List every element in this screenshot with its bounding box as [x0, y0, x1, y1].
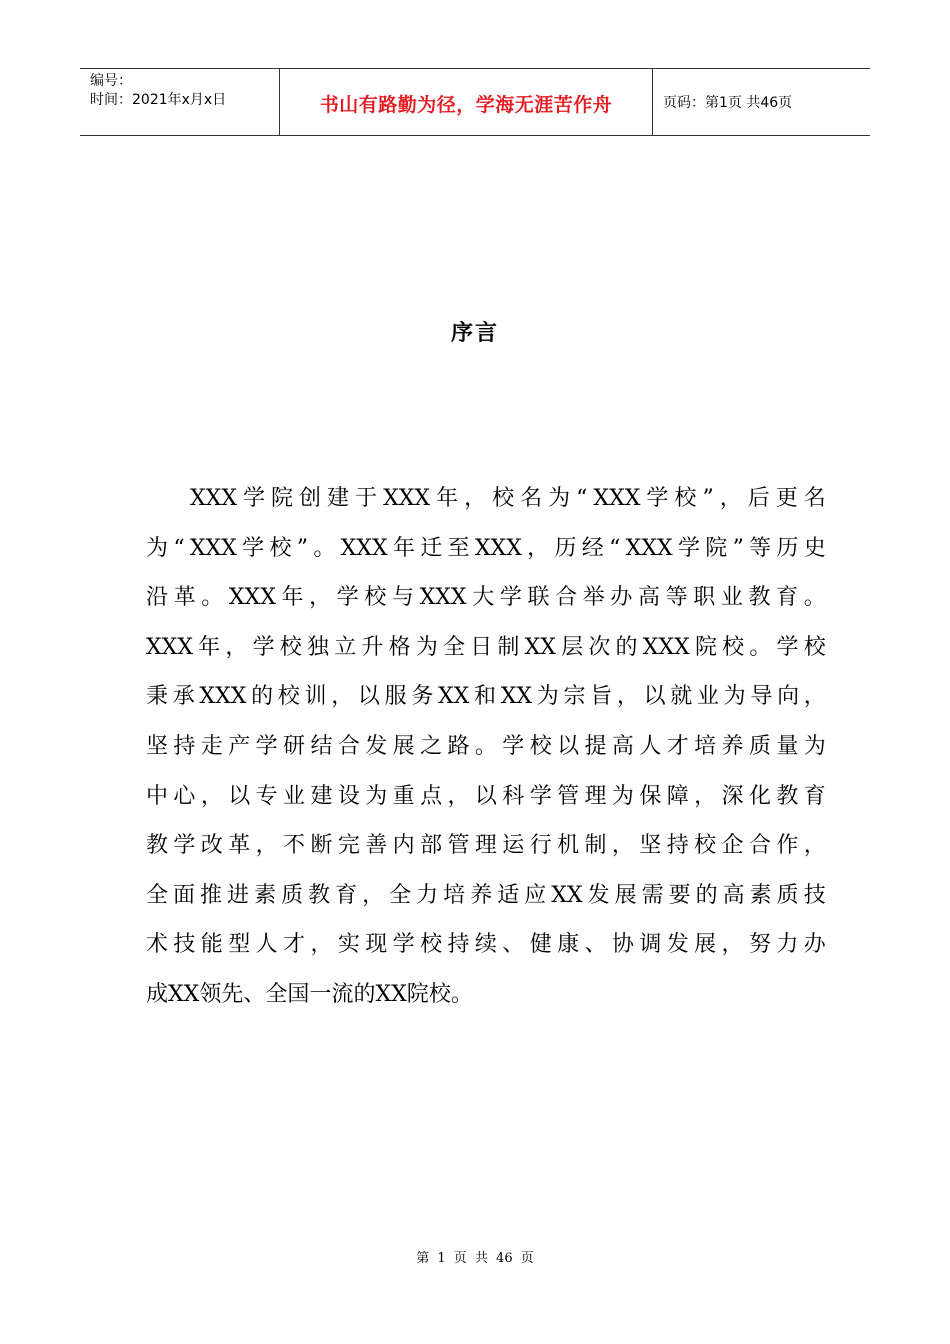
paragraph-glyph: XXX [189, 535, 237, 561]
paragraph-glyph: 立 [334, 634, 357, 660]
paragraph-glyph: 经 [581, 535, 604, 561]
paragraph-glyph: 院 [705, 535, 728, 561]
paragraph-glyph: 管 [447, 833, 470, 859]
paragraph-glyph: 承 [172, 684, 195, 710]
paragraph-glyph: 高 [722, 882, 745, 908]
paragraph-glyph: 障 [666, 783, 689, 809]
paragraph-glyph: 机 [557, 833, 580, 859]
paragraph-glyph: 养 [470, 882, 493, 908]
paragraph-glyph: 史 [803, 535, 826, 561]
paragraph-glyph: ， [611, 833, 634, 859]
paragraph-glyph: 至 [447, 535, 470, 561]
paragraph-glyph: XXX [383, 486, 431, 511]
paragraph-glyph: 产 [228, 733, 251, 759]
paragraph-glyph: ， [464, 486, 487, 511]
paragraph-glyph: ， [331, 684, 354, 710]
paragraph-glyph: 高 [637, 585, 660, 611]
paragraph-glyph: 沿 [146, 585, 169, 611]
paragraph-glyph: 完 [337, 833, 360, 859]
paragraph-glyph: 校 [529, 733, 552, 759]
paragraph-glyph: 培 [443, 882, 466, 908]
paragraph-glyph: “ [576, 486, 588, 511]
header-motto: 书山有路勤为径，学海无涯苦作舟 [319, 93, 613, 116]
paragraph-glyph: 一 [309, 981, 332, 1007]
paragraph-glyph: 全 [443, 634, 466, 660]
paragraph-glyph: 务 [411, 684, 434, 710]
paragraph-glyph: “ [609, 535, 621, 561]
paragraph-glyph: XXX [642, 634, 690, 660]
paragraph-glyph: 年 [436, 486, 459, 511]
paragraph-glyph: 型 [228, 932, 251, 958]
paragraph-glyph: 保 [639, 783, 662, 809]
paragraph-glyph: XXX [593, 486, 641, 511]
paragraph-glyph: 和 [474, 684, 497, 710]
paragraph-glyph: 校 [420, 932, 443, 958]
paragraph-glyph: 行 [529, 833, 552, 859]
preface-paragraph [146, 478, 826, 1024]
paragraph-glyph: 校 [694, 833, 717, 859]
paragraph-glyph: 设 [337, 783, 360, 809]
paragraph-glyph: 素 [749, 882, 772, 908]
paragraph-glyph: 。 [313, 535, 336, 561]
paragraph-glyph: 学 [336, 585, 359, 611]
paragraph-glyph: 联 [527, 585, 550, 611]
paragraph-glyph: XX [438, 684, 470, 710]
paragraph-glyph: 运 [502, 833, 525, 859]
paragraph-glyph: ， [803, 684, 826, 710]
paragraph-glyph: ， [255, 833, 278, 859]
paragraph-glyph: 善 [365, 833, 388, 859]
paragraph-glyph: 校 [277, 684, 300, 710]
paragraph-glyph: 以 [357, 684, 380, 710]
paragraph-glyph: 学 [677, 535, 700, 561]
paragraph-glyph: 质 [776, 882, 799, 908]
paragraph-glyph: 才 [666, 733, 689, 759]
paragraph-glyph: 办 [803, 932, 826, 958]
paragraph-glyph: 升 [361, 634, 384, 660]
paragraph-glyph: 宗 [563, 684, 586, 710]
paragraph-glyph: 展 [392, 733, 415, 759]
paragraph-glyph: 人 [639, 733, 662, 759]
paragraph-glyph: ， [225, 634, 248, 660]
paragraph-glyph: 业 [720, 585, 743, 611]
paragraph-glyph: 理 [474, 833, 497, 859]
paragraph-glyph: 迁 [420, 535, 443, 561]
paragraph-glyph: 校 [722, 634, 745, 660]
paragraph-glyph: ， [721, 932, 744, 958]
paragraph-glyph: 持 [447, 932, 470, 958]
paragraph-glyph: 建 [310, 783, 333, 809]
paragraph-glyph: 学 [243, 486, 266, 511]
paragraph-glyph: 业 [283, 783, 306, 809]
paragraph-glyph: 力 [416, 882, 439, 908]
paragraph-line [146, 924, 826, 974]
paragraph-glyph: 为 [548, 486, 571, 511]
paragraph-glyph: ” [296, 535, 309, 561]
paragraph-glyph: 化 [748, 783, 771, 809]
paragraph-glyph: 名 [520, 486, 543, 511]
paragraph-glyph: 培 [694, 733, 717, 759]
paragraph-glyph: 质 [748, 733, 771, 759]
paragraph-glyph: 推 [200, 882, 223, 908]
paragraph-glyph: 为 [723, 684, 746, 710]
paragraph-glyph: 日 [470, 634, 493, 660]
paragraph-glyph: 后 [747, 486, 770, 511]
paragraph-glyph: 结 [310, 733, 333, 759]
paragraph-glyph: XX [168, 981, 200, 1007]
paragraph-glyph: 术 [146, 932, 169, 958]
paragraph-glyph: ， [527, 535, 550, 561]
paragraph-glyph: 职 [693, 585, 716, 611]
paragraph-glyph: 举 [582, 585, 605, 611]
paragraph-glyph: 以 [557, 733, 580, 759]
paragraph-glyph: 坚 [639, 833, 662, 859]
paragraph-glyph: 学 [242, 535, 265, 561]
paragraph-glyph: ， [309, 585, 332, 611]
paragraph-glyph: 独 [307, 634, 330, 660]
paragraph-glyph: 研 [283, 733, 306, 759]
paragraph-glyph: 科 [502, 783, 525, 809]
paragraph-line [146, 726, 826, 776]
paragraph-glyph: 校 [279, 634, 302, 660]
paragraph-glyph: 、 [584, 932, 607, 958]
paragraph-line [146, 528, 826, 578]
paragraph-glyph: 流 [331, 981, 354, 1007]
paragraph-glyph: 质 [281, 882, 304, 908]
paragraph-glyph: 面 [173, 882, 196, 908]
paragraph-glyph: 需 [641, 882, 664, 908]
paragraph-glyph: 、 [243, 981, 266, 1007]
paragraph-glyph: 建 [327, 486, 350, 511]
paragraph-glyph: 层 [561, 634, 584, 660]
paragraph-glyph: 康 [557, 932, 580, 958]
paragraph-glyph: 合 [555, 585, 578, 611]
paragraph-glyph: 年 [198, 634, 221, 660]
paragraph-glyph: 年 [281, 585, 304, 611]
paragraph-glyph: 专 [255, 783, 278, 809]
paragraph-glyph: 走 [200, 733, 223, 759]
paragraph-glyph: 持 [173, 733, 196, 759]
paragraph-glyph: 校 [803, 634, 826, 660]
paragraph-glyph: 管 [557, 783, 580, 809]
paragraph-glyph: 为 [365, 783, 388, 809]
paragraph-glyph: 学 [646, 486, 669, 511]
paragraph-glyph: 以 [474, 783, 497, 809]
paragraph-glyph: 的 [353, 981, 376, 1007]
paragraph-glyph: 为 [611, 783, 634, 809]
paragraph-glyph: XXX [625, 535, 673, 561]
paragraph-glyph: 成 [146, 981, 169, 1007]
paragraph-glyph: 要 [668, 882, 691, 908]
paragraph-glyph: 就 [670, 684, 693, 710]
paragraph-glyph: “ [173, 535, 185, 561]
paragraph-glyph: 导 [750, 684, 773, 710]
paragraph-glyph: 实 [337, 932, 360, 958]
paragraph-glyph: ， [310, 932, 333, 958]
paragraph-glyph: 提 [584, 733, 607, 759]
paragraph-glyph: XX [524, 634, 556, 660]
document-time-label: 时间：2021年x月x日 [90, 92, 227, 108]
header-meta-cell [80, 69, 280, 135]
paragraph-glyph: 作 [776, 833, 799, 859]
paragraph-glyph: 等 [665, 585, 688, 611]
paragraph-glyph: 历 [554, 535, 577, 561]
paragraph-glyph: 内 [392, 833, 415, 859]
paragraph-glyph: 企 [721, 833, 744, 859]
paragraph-glyph: 的 [615, 634, 638, 660]
paragraph-glyph: 应 [524, 882, 547, 908]
paragraph-glyph: 育 [776, 585, 799, 611]
paragraph-glyph: XXX [474, 535, 522, 561]
paragraph-glyph: XX [500, 684, 533, 710]
paragraph-line [146, 577, 826, 627]
paragraph-glyph: 量 [776, 733, 799, 759]
paragraph-glyph: 素 [254, 882, 277, 908]
document-header-table [80, 68, 870, 136]
paragraph-glyph: 格 [388, 634, 411, 660]
paragraph-glyph: 校 [674, 486, 697, 511]
paragraph-glyph: XXX [340, 535, 388, 561]
paragraph-glyph: 。 [803, 585, 826, 611]
paragraph-glyph: XXX [190, 486, 237, 511]
paragraph-glyph: ” [702, 486, 714, 511]
paragraph-glyph: 高 [611, 733, 634, 759]
paragraph-glyph: 为 [803, 733, 826, 759]
paragraph-glyph: 名 [803, 486, 826, 511]
paragraph-glyph: XXX [146, 634, 193, 660]
paragraph-glyph: 进 [227, 882, 250, 908]
paragraph-glyph: XXX [199, 684, 247, 710]
paragraph-glyph: 校 [364, 585, 387, 611]
paragraph-glyph: 学 [499, 585, 522, 611]
paragraph-glyph: 发 [666, 932, 689, 958]
paragraph-glyph: 重 [392, 783, 415, 809]
paragraph-glyph: 训 [304, 684, 327, 710]
paragraph-glyph: 向 [777, 684, 800, 710]
paragraph-glyph: 改 [200, 833, 223, 859]
paragraph-glyph: XX [551, 882, 583, 908]
paragraph-glyph: 的 [251, 684, 274, 710]
header-page-code-cell [653, 69, 870, 135]
paragraph-glyph: 合 [337, 733, 360, 759]
paragraph-glyph: 学 [529, 783, 552, 809]
paragraph-glyph: 业 [696, 684, 719, 710]
paragraph-glyph: ” [732, 535, 744, 561]
paragraph-glyph: 之 [420, 733, 443, 759]
paragraph-glyph: ， [803, 833, 826, 859]
paragraph-glyph: 学 [252, 634, 275, 660]
paragraph-glyph: 现 [365, 932, 388, 958]
paragraph-glyph: 制 [584, 833, 607, 859]
paragraph-glyph: 学 [392, 932, 415, 958]
paragraph-glyph: 创 [299, 486, 322, 511]
paragraph-glyph: 学 [173, 833, 196, 859]
header-motto-cell [280, 69, 653, 135]
paragraph-glyph: 路 [447, 733, 470, 759]
paragraph-glyph: 合 [748, 833, 771, 859]
paragraph-glyph: 办 [610, 585, 633, 611]
paragraph-glyph: 院 [271, 486, 294, 511]
paragraph-glyph: ， [694, 783, 717, 809]
paragraph-glyph: 次 [588, 634, 611, 660]
paragraph-glyph: 续 [474, 932, 497, 958]
paragraph-glyph: 院 [406, 981, 429, 1007]
paragraph-glyph: 、 [502, 932, 525, 958]
paragraph-line [146, 974, 826, 1024]
paragraph-glyph: 与 [391, 585, 414, 611]
paragraph-glyph: 技 [173, 932, 196, 958]
paragraph-glyph: 才 [283, 932, 306, 958]
paragraph-glyph: 全 [389, 882, 412, 908]
paragraph-glyph: XXX [419, 585, 467, 611]
paragraph-glyph: 发 [365, 733, 388, 759]
paragraph-glyph: 育 [803, 783, 826, 809]
paragraph-glyph: 大 [472, 585, 495, 611]
paragraph-glyph: 校 [269, 535, 292, 561]
paragraph-glyph: 为 [536, 684, 559, 710]
paragraph-glyph: 校 [492, 486, 515, 511]
paragraph-glyph: ， [447, 783, 470, 809]
paragraph-glyph: XXX [228, 585, 276, 611]
paragraph-glyph: 深 [721, 783, 744, 809]
page-footer-number: 第 1 页 共 46 页 [416, 1251, 534, 1266]
paragraph-glyph: 领 [199, 981, 222, 1007]
paragraph-glyph: ， [200, 783, 223, 809]
paragraph-glyph: 调 [639, 932, 662, 958]
paragraph-glyph: 展 [614, 882, 637, 908]
paragraph-line [146, 825, 826, 875]
paragraph-glyph: ， [616, 684, 639, 710]
paragraph-glyph: 为 [415, 634, 438, 660]
paragraph-glyph: 的 [695, 882, 718, 908]
paragraph-glyph: 健 [529, 932, 552, 958]
paragraph-glyph: 努 [748, 932, 771, 958]
paragraph-glyph: 全 [265, 981, 288, 1007]
paragraph-glyph: 育 [335, 882, 358, 908]
paragraph-glyph: 教 [308, 882, 331, 908]
paragraph-glyph: 革 [228, 833, 251, 859]
paragraph-line [146, 875, 826, 925]
paragraph-glyph: 。 [450, 981, 473, 1007]
paragraph-glyph: 制 [497, 634, 520, 660]
paragraph-glyph: 以 [643, 684, 666, 710]
paragraph-glyph: 技 [803, 882, 826, 908]
paragraph-glyph: 为 [146, 535, 169, 561]
paragraph-glyph: 。 [474, 733, 497, 759]
paragraph-glyph: XX [375, 981, 407, 1007]
paragraph-glyph: 中 [146, 783, 169, 809]
paragraph-glyph: 学 [776, 634, 799, 660]
paragraph-glyph: 于 [355, 486, 378, 511]
paragraph-glyph: 教 [748, 585, 771, 611]
paragraph-glyph: 学 [255, 733, 278, 759]
paragraph-glyph: 不 [283, 833, 306, 859]
paragraph-glyph: 服 [384, 684, 407, 710]
paragraph-glyph: 坚 [146, 733, 169, 759]
paragraph-glyph: 革 [173, 585, 196, 611]
paragraph-glyph: 院 [694, 634, 717, 660]
paragraph-glyph: 等 [749, 535, 772, 561]
paragraph-glyph: 展 [694, 932, 717, 958]
paragraph-glyph: 点 [420, 783, 443, 809]
paragraph-glyph: 。 [749, 634, 772, 660]
header-page-code: 页码：第1页 共46页 [663, 95, 793, 111]
paragraph-glyph: 心 [173, 783, 196, 809]
paragraph-glyph: 先 [221, 981, 244, 1007]
paragraph-glyph: 年 [392, 535, 415, 561]
paragraph-glyph: ， [719, 486, 742, 511]
paragraph-glyph: 发 [587, 882, 610, 908]
paragraph-glyph: 校 [428, 981, 451, 1007]
paragraph-glyph: 协 [611, 932, 634, 958]
paragraph-glyph: 秉 [146, 684, 169, 710]
paragraph-glyph: 力 [776, 932, 799, 958]
paragraph-glyph: 理 [584, 783, 607, 809]
paragraph-glyph: 。 [201, 585, 224, 611]
paragraph-glyph: 人 [255, 932, 278, 958]
paragraph-glyph: 部 [420, 833, 443, 859]
paragraph-glyph: 教 [146, 833, 169, 859]
paragraph-glyph: 能 [200, 932, 223, 958]
paragraph-glyph: 以 [228, 783, 251, 809]
paragraph-line [146, 478, 826, 528]
paragraph-glyph: 学 [502, 733, 525, 759]
paragraph-glyph: 教 [776, 783, 799, 809]
paragraph-line [146, 776, 826, 826]
paragraph-glyph: 持 [666, 833, 689, 859]
paragraph-glyph: 更 [775, 486, 798, 511]
paragraph-glyph: 养 [721, 733, 744, 759]
paragraph-glyph: 适 [497, 882, 520, 908]
paragraph-glyph: 全 [146, 882, 169, 908]
paragraph-line [146, 676, 826, 726]
document-title: 序言 [450, 321, 499, 346]
paragraph-glyph: 旨 [590, 684, 613, 710]
paragraph-glyph: 断 [310, 833, 333, 859]
paragraph-glyph: 历 [776, 535, 799, 561]
document-number-label: 编号： [90, 73, 132, 89]
paragraph-glyph: ， [362, 882, 385, 908]
paragraph-glyph: 国 [287, 981, 310, 1007]
paragraph-line [146, 627, 826, 677]
